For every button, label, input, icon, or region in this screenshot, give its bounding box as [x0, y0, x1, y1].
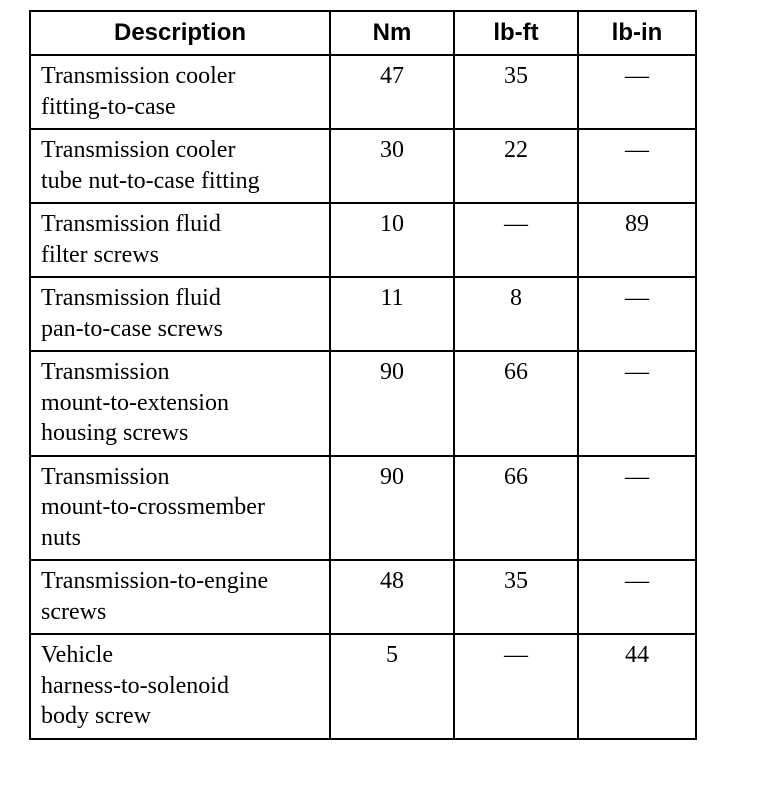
- nm-cell: 90: [330, 456, 454, 561]
- lb-in-cell: —: [578, 456, 696, 561]
- table-row: [30, 277, 696, 351]
- nm-cell: 11: [330, 277, 454, 351]
- lb-ft-cell: 66: [454, 456, 578, 561]
- nm-cell: 90: [330, 351, 454, 456]
- table-row: [30, 456, 696, 561]
- torque-specification-table: [29, 10, 697, 740]
- header-description: Description: [30, 11, 330, 55]
- description-cell: Transmission mount-to-extension housing screws: [30, 351, 330, 456]
- lb-ft-cell: 22: [454, 129, 578, 203]
- description-cell: Transmission cooler fitting-to-case: [30, 55, 330, 129]
- lb-ft-cell: 8: [454, 277, 578, 351]
- lb-in-cell: —: [578, 55, 696, 129]
- lb-ft-cell: —: [454, 203, 578, 277]
- table-row: [30, 634, 696, 739]
- lb-in-cell: 89: [578, 203, 696, 277]
- table-row: [30, 560, 696, 634]
- lb-in-cell: 44: [578, 634, 696, 739]
- header-nm: Nm: [330, 11, 454, 55]
- lb-in-cell: —: [578, 351, 696, 456]
- nm-cell: 30: [330, 129, 454, 203]
- lb-in-cell: —: [578, 277, 696, 351]
- nm-cell: 10: [330, 203, 454, 277]
- description-cell: Transmission mount-to-crossmember nuts: [30, 456, 330, 561]
- table-row: [30, 351, 696, 456]
- table-row: [30, 55, 696, 129]
- description-cell: Transmission-to-engine screws: [30, 560, 330, 634]
- header-lb-ft: lb-ft: [454, 11, 578, 55]
- lb-ft-cell: —: [454, 634, 578, 739]
- lb-ft-cell: 35: [454, 560, 578, 634]
- description-cell: Transmission fluid pan-to-case screws: [30, 277, 330, 351]
- description-cell: Transmission cooler tube nut-to-case fitting: [30, 129, 330, 203]
- table-row: [30, 129, 696, 203]
- description-cell: Vehicle harness-to-solenoid body screw: [30, 634, 330, 739]
- header-lb-in: lb-in: [578, 11, 696, 55]
- lb-ft-cell: 35: [454, 55, 578, 129]
- lb-ft-cell: 66: [454, 351, 578, 456]
- nm-cell: 48: [330, 560, 454, 634]
- description-cell: Transmission fluid filter screws: [30, 203, 330, 277]
- nm-cell: 47: [330, 55, 454, 129]
- lb-in-cell: —: [578, 560, 696, 634]
- table-row: [30, 203, 696, 277]
- header-row: [30, 11, 696, 55]
- nm-cell: 5: [330, 634, 454, 739]
- lb-in-cell: —: [578, 129, 696, 203]
